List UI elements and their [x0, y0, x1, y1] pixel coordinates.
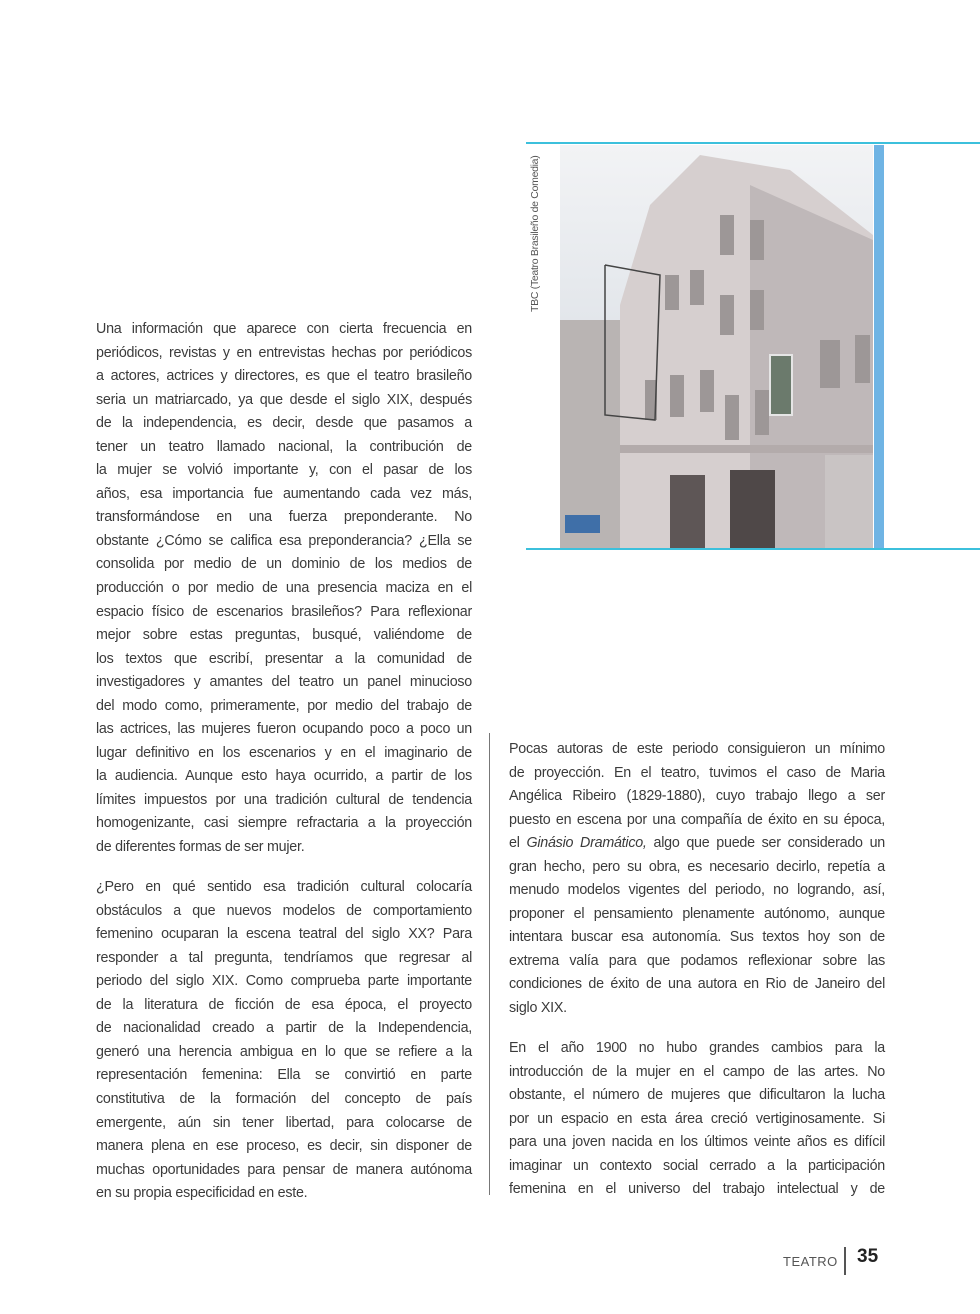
footer-separator [844, 1247, 846, 1275]
text-line: Una información que aparece con cierta frecuencia en [96, 321, 472, 337]
text-line: emergente, aún sin tener libertad, para colocarse de [96, 1114, 472, 1131]
text-segment: el [509, 835, 527, 852]
theater-building-photo [560, 145, 873, 548]
text-line: seria un matriarcado, ya que desde el siglo XIX, después [96, 391, 472, 408]
figure-side-bar [874, 145, 884, 548]
building-illustration [560, 145, 873, 548]
text-segment: algo que puede ser considerado un [646, 835, 885, 852]
text-line: responder a tal pregunta, tendríamos que regresar al [96, 949, 472, 966]
text-line: producción o por medio de una presencia maciza en el [96, 580, 472, 597]
text-line: femenina en el universo del trabajo intelectual y de [509, 1181, 885, 1198]
text-line: Angélica Ribeiro (1829-1880), cuyo trabajo llego a ser [509, 788, 885, 805]
text-line: de proyección. En el teatro, tuvimos el caso de Maria [509, 764, 885, 781]
text-line: lugar definitivo en los escenarios y en el imaginario de [96, 744, 472, 761]
text-line: las actrices, las mujeres fueron ocupando poco a poco un [96, 721, 472, 738]
text-line: mejor sobre estas preguntas, busqué, valiéndome de [96, 627, 472, 644]
text-line: la audiencia. Aunque esto haya ocurrido, a partir de los [96, 768, 472, 785]
text-line: representación femenina: Ella se convirtió en parte [96, 1067, 472, 1084]
text-line: de diferentes formas de ser mujer. [96, 839, 305, 856]
right-text-column [509, 738, 885, 1202]
text-line: de nacionalidad creado a partir de la Independencia, [96, 1020, 472, 1037]
text-line: homogenizante, casi siempre refractaria a la proyección [96, 815, 472, 832]
paragraph [96, 318, 472, 860]
text-line: a actores, actrices y directores, es que el teatro brasileño [96, 368, 472, 385]
text-line: intentara buscar esa autonomía. Sus textos hoy son de [509, 929, 885, 946]
text-line: gran hecho, pero su obra, es necesario decirlo, repetía a [509, 858, 885, 875]
text-line: introducción de la mujer en el campo de las artes. No [509, 1063, 885, 1080]
text-line: siglo XIX. [509, 1000, 567, 1017]
text-line: obstante, el número de mujeres que dificultaron la lucha [509, 1087, 885, 1104]
text-line: muchas oportunidades para pensar de manera autónoma [96, 1161, 472, 1178]
text-line: obstáculos a que nuevos modelos de comportamiento [96, 902, 472, 919]
text-line: generó una herencia ambigua en lo que se refiere a la [96, 1043, 472, 1060]
text-line: para una joven nacida en los últimos veinte años es difícil [509, 1134, 885, 1151]
text-line: menudo modelos vigentes del periodo, no logrando, así, [509, 882, 885, 899]
page-number: 35 [857, 1246, 879, 1267]
photo-caption: TBC (Teatro Brasileño de Comedia) [529, 155, 541, 312]
footer-section-label: TEATRO [783, 1254, 838, 1269]
italic-title: Ginásio Dramático, [526, 835, 647, 852]
text-line: obstante ¿Cómo se califica esa preponderancia? ¿Ella se [96, 532, 472, 549]
text-line: Pocas autoras de este periodo consiguieron un mínimo [509, 741, 885, 757]
left-text-column [96, 318, 472, 1206]
text-line: años, esa importancia fue aumentando cada vez más, [96, 485, 472, 502]
text-line: consolida por medio de un dominio de los medios de [96, 556, 472, 573]
paragraph [509, 1037, 885, 1202]
paragraph [509, 738, 885, 1021]
text-line: manera plena en ese proceso, es decir, sin disponer de [96, 1138, 472, 1155]
text-line: por un espacio en esta área creció vertiginosamente. Si [509, 1110, 885, 1127]
text-line: constitutiva de la formación del concepto de país [96, 1091, 472, 1107]
text-line: extrema valía para que podamos reflexionar sobre las [509, 952, 885, 969]
text-line: la mujer se volvió importante y, con el pasar de los [96, 462, 472, 479]
text-line: periodo del siglo XIX. Como comprueba parte importante [96, 973, 472, 990]
text-line: transformándose en una fuerza preponderante. No [96, 509, 472, 526]
figure-bottom-rule [526, 548, 980, 550]
text-line: del modo como, primeramente, por medio del trabajo de [96, 697, 472, 714]
text-line: tener un teatro llamado nacional, la contribución de [96, 438, 472, 455]
text-line: imaginar un contexto social cerrado a la participación [509, 1157, 885, 1174]
text-line: ¿Pero en qué sentido esa tradición cultural colocaría [96, 879, 472, 896]
text-line: los textos que escribí, presentar a la comunidad de [96, 650, 472, 667]
text-line [509, 832, 885, 856]
text-line: femenino ocuparan la escena teatral del siglo XX? Para [96, 926, 472, 943]
text-line: de la literatura de ficción de esa época, el proyecto [96, 996, 472, 1013]
text-line: puesto en escena por una compañía de éxito en su época, [509, 811, 885, 828]
column-divider [489, 733, 490, 1195]
text-line: En el año 1900 no hubo grandes cambios para la [509, 1040, 885, 1057]
text-line: proponer el pensamiento plenamente autónomo, aunque [509, 905, 885, 922]
text-line: espacio físico de escenarios brasileños? Para reflexionar [96, 603, 472, 620]
text-line: investigadores y amantes del teatro un panel minucioso [96, 674, 472, 691]
text-line: límites impuestos por una tradición cultural de tendencia [96, 791, 472, 808]
text-line: condiciones de éxito de una autora en Rio de Janeiro del [509, 976, 885, 993]
text-line: de la independencia, es decir, desde que pasamos a [96, 415, 472, 432]
figure-top-rule [526, 142, 980, 144]
text-line: periódicos, revistas y en entrevistas hechas por periódicos [96, 344, 472, 361]
text-line: en su propia especificidad en este. [96, 1185, 308, 1202]
paragraph [96, 876, 472, 1206]
